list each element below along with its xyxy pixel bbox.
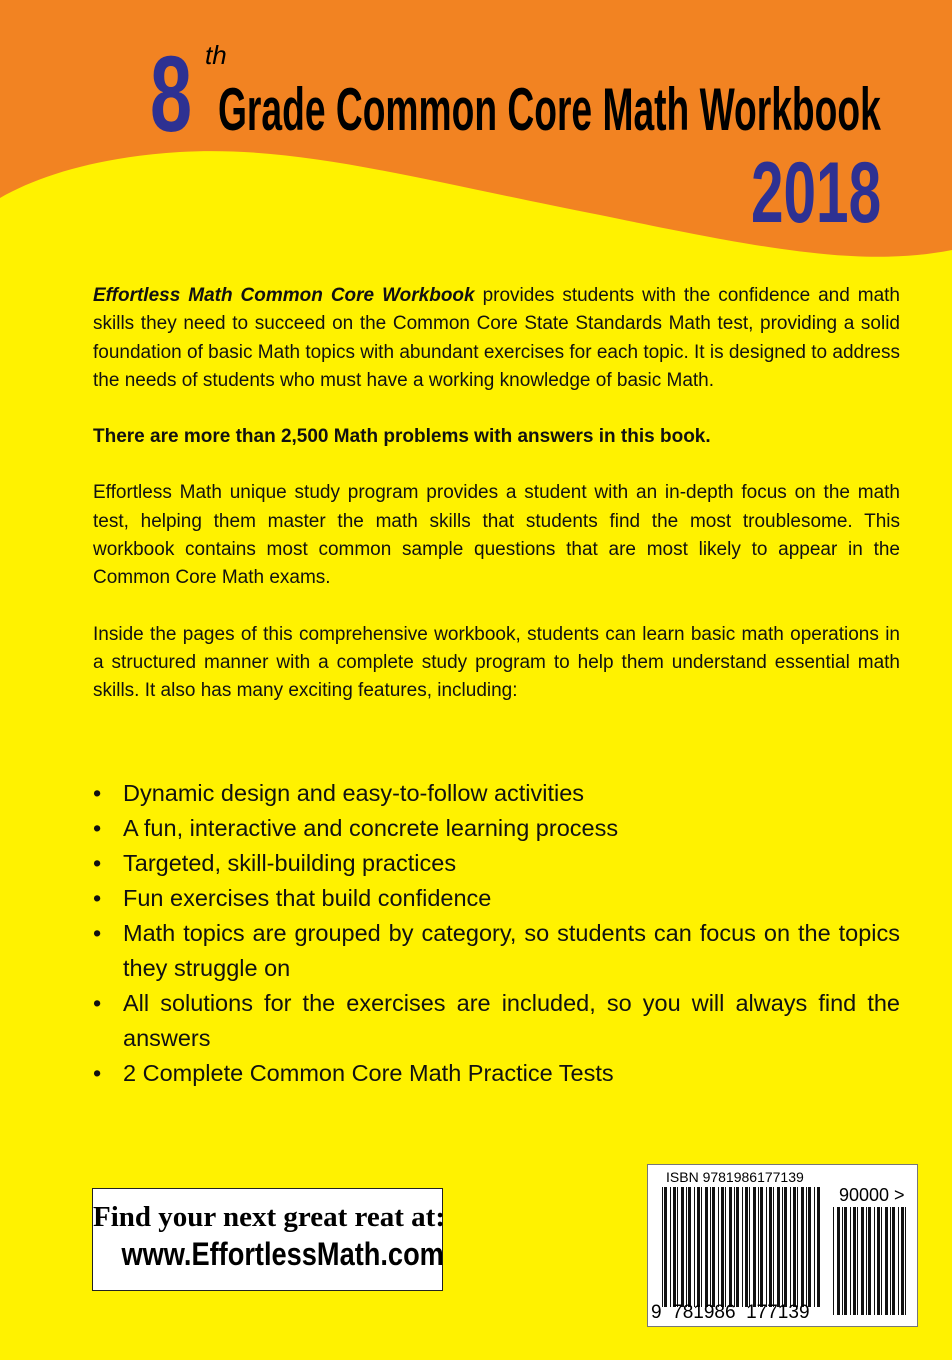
barcode-bar: [898, 1207, 899, 1315]
price-addon: 90000 >: [839, 1185, 905, 1205]
barcode-bar: [712, 1187, 715, 1307]
barcode-bar: [760, 1187, 763, 1307]
barcode-bar: [753, 1187, 756, 1307]
barcode-bar: [881, 1207, 882, 1315]
bullet-icon: •: [93, 1060, 102, 1086]
description: [93, 282, 900, 734]
barcode-bar: [901, 1207, 904, 1315]
book-year: 2018: [751, 145, 882, 241]
barcode-bar: [673, 1187, 676, 1307]
barcode-digit-group: 177139: [746, 1302, 810, 1323]
feature-text: Targeted, skill-building practices: [123, 850, 457, 876]
paragraph-study-program: Effortless Math unique study program provides a student with an in-depth focus on the math test, helping them master the math skills that students find the most troublesome. This workbook contains most common sample questions that are most likely to appear in the Common Core Math exams.: [93, 482, 900, 589]
feature-item: [93, 881, 900, 916]
barcode-bar: [793, 1187, 796, 1307]
barcode-bar: [806, 1187, 807, 1307]
bullet-icon: •: [93, 990, 102, 1016]
feature-item: [93, 811, 900, 846]
bullet-icon: •: [93, 920, 102, 946]
barcode-bar: [670, 1187, 671, 1307]
barcode-bar: [892, 1207, 895, 1315]
barcode-bar: [790, 1187, 791, 1307]
barcode-bar: [742, 1187, 743, 1307]
barcode-digits: [651, 1302, 810, 1324]
isbn-barcode: [647, 1164, 918, 1327]
barcode-bar: [766, 1187, 767, 1307]
barcode-bar: [833, 1207, 834, 1315]
barcode-bar: [769, 1187, 772, 1307]
website-link[interactable]: www.EffortlessMath.com: [121, 1236, 444, 1272]
barcode-bar: [749, 1187, 750, 1307]
feature-text: A fun, interactive and concrete learning process: [123, 815, 619, 841]
barcode-bar: [797, 1187, 798, 1307]
feature-text: 2 Complete Common Core Math Practice Tests: [123, 1060, 614, 1086]
barcode-bar: [853, 1207, 856, 1315]
barcode-bar: [866, 1207, 867, 1315]
bullet-icon: •: [93, 885, 102, 911]
barcode-bar: [677, 1187, 678, 1307]
barcode-bar: [885, 1207, 888, 1315]
barcode-bar: [688, 1187, 691, 1307]
website-promo-box: [92, 1188, 443, 1291]
intro-text: provides students with the confidence and math skills they need to succeed on the Common Core State Standards Math test, providing a solid foundation of basic Math topics with abundant exercises for each topic. It is designed to address the needs of students who must have a working knowledge of basic Math.: [93, 285, 900, 391]
barcode-bar: [784, 1187, 787, 1307]
barcode-bar: [842, 1207, 843, 1315]
barcode-bar: [782, 1187, 783, 1307]
barcode-bar: [844, 1207, 847, 1315]
promo-text: Find your next great reat at:: [93, 1201, 445, 1233]
barcode-bar: [758, 1187, 759, 1307]
barcode-bar: [857, 1207, 858, 1315]
barcode-digit-group: 781986: [672, 1302, 736, 1323]
barcode-bar: [773, 1187, 774, 1307]
feature-text: Dynamic design and easy-to-follow activities: [123, 780, 585, 806]
barcode-bar: [745, 1187, 748, 1307]
barcode-bar: [701, 1187, 702, 1307]
barcode-bar: [850, 1207, 851, 1315]
intro-lead: Effortless Math Common Core Workbook: [93, 285, 475, 306]
feature-text: Fun exercises that build confidence: [123, 885, 492, 911]
paragraph-features-intro: Inside the pages of this comprehensive workbook, students can learn basic math operations in a structured manner with a complete study program to help them understand essential math skills. It also has many exciting features, including:: [93, 623, 900, 702]
barcode-bar: [890, 1207, 891, 1315]
feature-item: [93, 846, 900, 881]
barcode-bar: [725, 1187, 726, 1307]
barcode-bar: [721, 1187, 724, 1307]
isbn-label: ISBN 9781986177139: [666, 1169, 804, 1185]
feature-text: Math topics are grouped by category, so students can focus on the topics they struggle on: [123, 920, 900, 981]
barcode-bar: [905, 1207, 906, 1315]
barcode-digit-first: 9: [651, 1302, 662, 1323]
grade-number: 8: [150, 33, 193, 154]
feature-item: [93, 916, 900, 986]
barcode-bar: [662, 1187, 663, 1307]
barcode-bar: [710, 1187, 711, 1307]
barcode-bar: [814, 1187, 815, 1307]
barcode-bar: [877, 1207, 880, 1315]
barcode-bar: [777, 1187, 780, 1307]
barcode-bar: [874, 1207, 875, 1315]
bullet-icon: •: [93, 850, 102, 876]
bullet-icon: •: [93, 780, 102, 806]
barcode-bar: [801, 1187, 804, 1307]
barcode-bar: [868, 1207, 871, 1315]
bullet-icon: •: [93, 815, 102, 841]
barcode-bar: [736, 1187, 739, 1307]
barcode-bar: [861, 1207, 864, 1315]
features-list: [93, 776, 900, 1091]
feature-item: [93, 1056, 900, 1091]
paragraph-intro: [93, 282, 900, 395]
barcode-bar: [681, 1187, 684, 1307]
barcode-bar: [694, 1187, 695, 1307]
barcode-bar: [817, 1187, 820, 1307]
feature-item: [93, 776, 900, 811]
book-title: Grade Common Core Math Workbook: [218, 76, 881, 143]
feature-item: [93, 986, 900, 1056]
grade-suffix: th: [205, 40, 227, 70]
barcode-bar: [734, 1187, 735, 1307]
barcode-bar: [686, 1187, 687, 1307]
barcode-bar: [729, 1187, 732, 1307]
barcode-bar: [808, 1187, 811, 1307]
paragraph-problem-count: There are more than 2,500 Math problems with answers in this book.: [93, 426, 711, 448]
feature-text: All solutions for the exercises are included, so you will always find the answers: [123, 990, 900, 1051]
barcode-bar: [697, 1187, 700, 1307]
barcode-bar: [837, 1207, 840, 1315]
barcode-bar: [664, 1187, 667, 1307]
barcode-bar: [718, 1187, 719, 1307]
barcode-bar: [705, 1187, 708, 1307]
